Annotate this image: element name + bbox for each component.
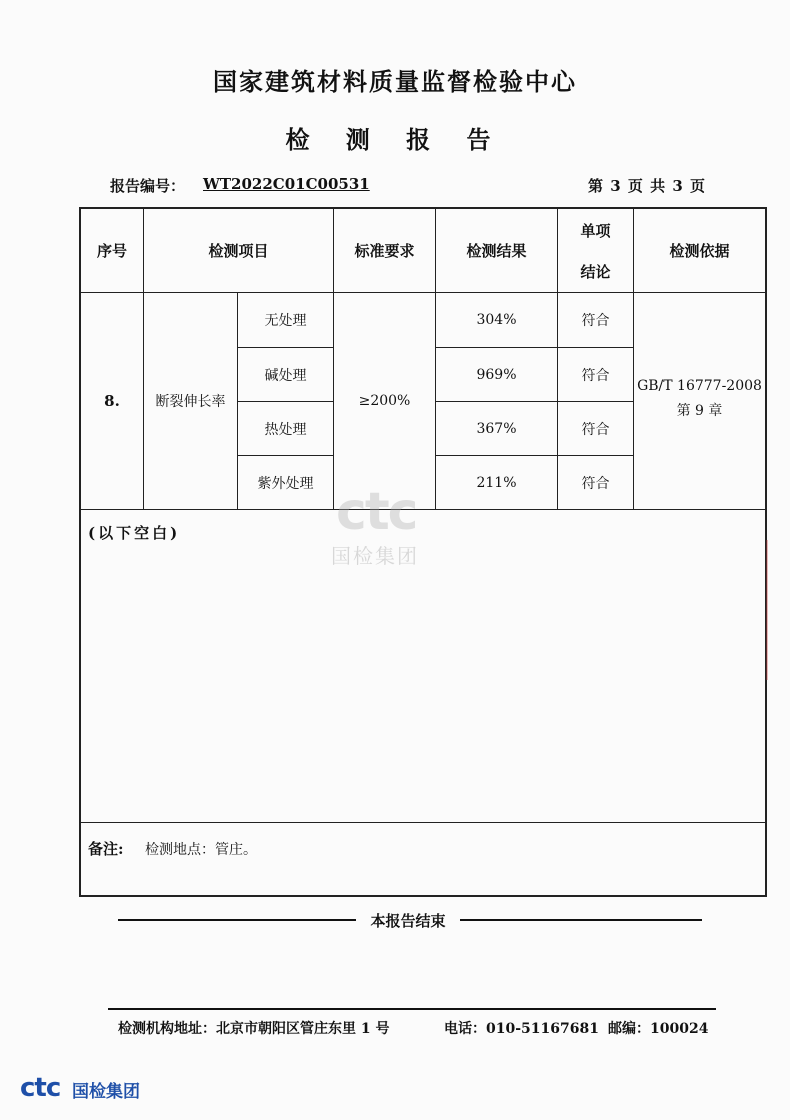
remark-text: 检测地点：管庄。 (145, 842, 257, 858)
watermark-logo: ctc (336, 482, 417, 542)
report-number-label: 报告编号： (110, 177, 186, 195)
header-standard: 标准要求 (354, 242, 415, 260)
header-conclusion-line2: 结论 (580, 262, 611, 281)
table-border-bottom (79, 895, 767, 897)
page-indicator: 第 3 页 共 3 页 (588, 177, 706, 195)
remark-label: 备注: (88, 840, 124, 858)
sub-item-conclusion: 符合 (581, 367, 610, 384)
sub-item-name: 热处理 (264, 421, 307, 438)
sub-item-conclusion: 符合 (581, 475, 610, 492)
ctc-logo-icon: ctc (20, 1073, 61, 1103)
header-conclusion-line1: 单项 (580, 221, 611, 240)
logo-text: 国检集团 (72, 1082, 140, 1102)
footer-zip: 邮编：100024 (608, 1021, 709, 1037)
header-item: 检测项目 (208, 242, 269, 260)
end-line-right (460, 919, 702, 921)
sub-item-name: 紫外处理 (257, 475, 314, 492)
blank-note: (以下空白) (88, 524, 181, 542)
sub-item-name: 无处理 (264, 313, 307, 329)
org-title: 国家建筑材料质量监督检验中心 (213, 67, 577, 96)
footer-address: 检测机构地址：北京市朝阳区管庄东里 1 号 (118, 1021, 390, 1037)
sub-item-result: 969% (476, 366, 517, 383)
row-basis-line1: GB/T 16777-2008 (637, 378, 762, 394)
row-standard: ≥200% (358, 393, 411, 409)
sub-item-conclusion: 符合 (581, 313, 610, 329)
row-item: 断裂伸长率 (155, 394, 226, 410)
sub-item-name: 碱处理 (264, 367, 307, 384)
row-seq: 8. (104, 392, 120, 410)
data-divider (79, 509, 767, 510)
footer-phone: 电话：010-51167681 (444, 1021, 599, 1037)
sub-item-result: 211% (476, 474, 517, 491)
sub-item-conclusion: 符合 (581, 421, 610, 438)
end-line-left (118, 919, 356, 921)
footer-rule (108, 1008, 716, 1010)
header-seq: 序号 (96, 242, 127, 260)
header-result: 检测结果 (466, 242, 527, 260)
watermark-text: 国检集团 (331, 544, 419, 568)
report-number: WT2022C01C00531 (203, 175, 370, 193)
sub-item-result: 304% (476, 312, 517, 328)
header-basis: 检测依据 (669, 242, 730, 260)
row-basis-line2: 第 9 章 (676, 403, 723, 419)
end-of-report: 本报告结束 (370, 912, 446, 930)
document-title: 检 测 报 告 (285, 125, 505, 154)
sub-item-result: 367% (476, 420, 517, 437)
remark-divider (79, 822, 767, 823)
stamp-fragment (766, 540, 790, 680)
